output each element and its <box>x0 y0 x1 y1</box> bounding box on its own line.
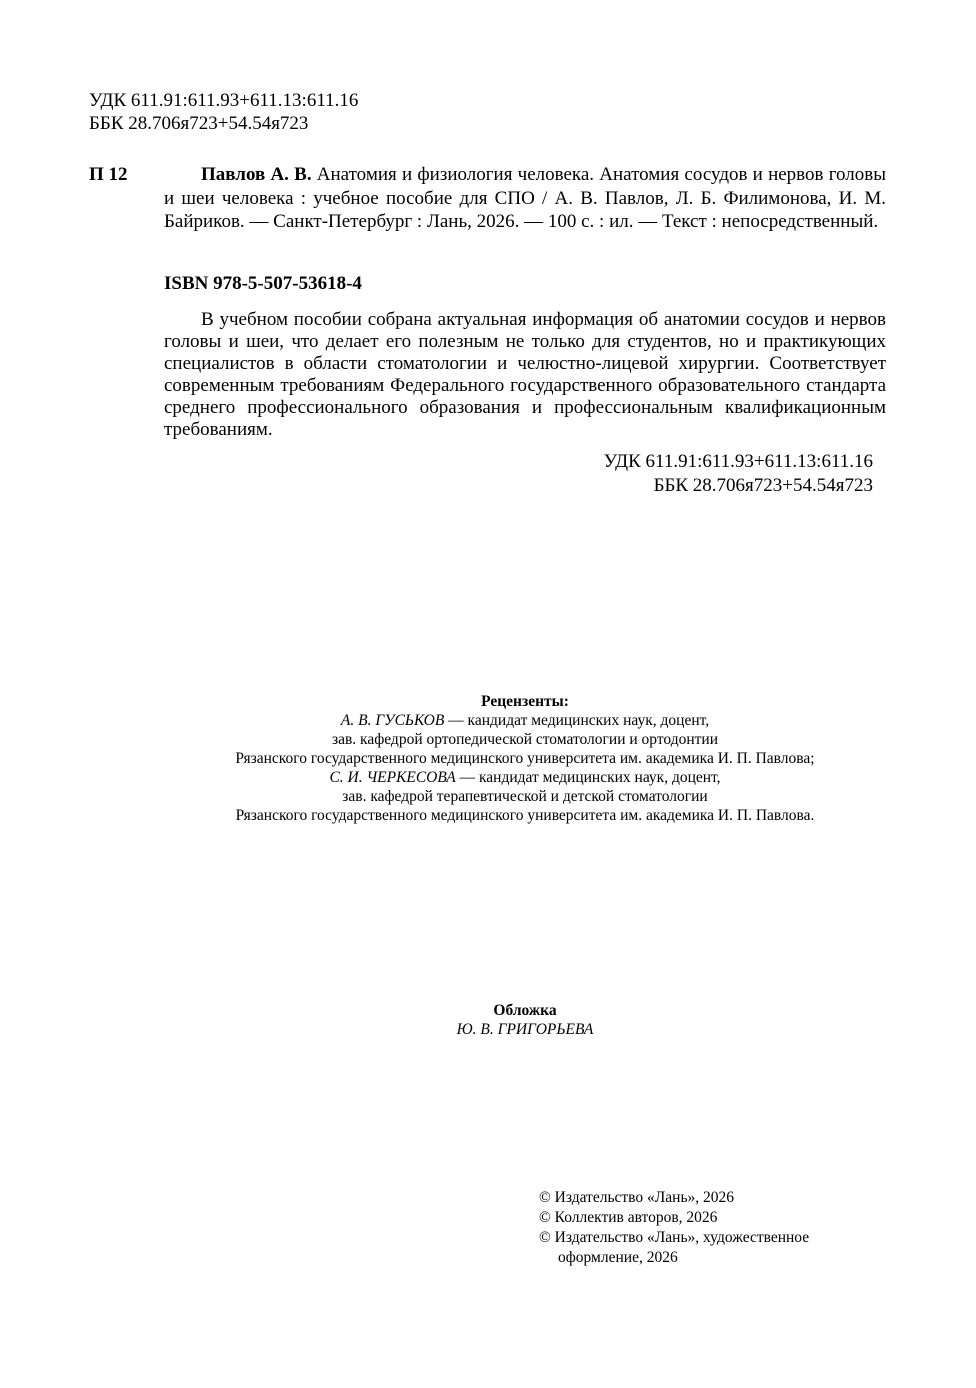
reviewer-affiliation: Рязанского государственного медицинского университета им. академика И. П. Павлова. <box>235 807 815 824</box>
bbk-code-bottom: ББК 28.706я723+54.54я723 <box>653 475 873 496</box>
copyright-line: © Коллектив авторов, 2026 <box>539 1209 718 1226</box>
reviewers-heading: Рецензенты: <box>481 693 569 710</box>
udk-code-bottom: УДК 611.91:611.93+611.13:611.16 <box>603 451 873 472</box>
reviewer-title: — кандидат медицинских наук, доцент, <box>448 712 710 729</box>
bottom-classification-codes <box>604 450 873 498</box>
reviewer-position: зав. кафедрой терапевтической и детской стоматологии <box>342 788 708 805</box>
cover-heading: Обложка <box>493 1002 557 1019</box>
top-classification-codes <box>89 89 358 135</box>
bibliographic-record <box>164 163 886 234</box>
copyright-line: оформление, 2026 <box>558 1249 678 1266</box>
reviewer-affiliation: Рязанского государственного медицинского университета им. академика И. П. Павлова; <box>235 750 815 767</box>
reviewer-name: С. И. ЧЕРКЕСОВА <box>329 769 456 786</box>
reviewer-line <box>140 768 910 787</box>
reviewer-name: А. В. ГУСЬКОВ <box>340 712 445 729</box>
reviewer-position: зав. кафедрой ортопедической стоматологии и ортодонтии <box>331 731 719 748</box>
reviewers-block <box>140 692 910 825</box>
call-number: П 12 <box>89 164 128 185</box>
bbk-code: ББК 28.706я723+54.54я723 <box>89 113 309 134</box>
cover-designer: Ю. В. ГРИГОРЬЕВА <box>456 1021 594 1038</box>
isbn: ISBN 978-5-507-53618-4 <box>164 273 362 294</box>
reviewer-line <box>140 711 910 730</box>
copyright-line: © Издательство «Лань», 2026 <box>539 1189 735 1206</box>
bibliographic-description: Анатомия и физиология человека. Анатомия сосудов и нервов головы и шеи человека : учебное пособие для СПО / А. В. Павлов, Л. Б. Филимонова, И. М. Байриков. — Санкт-Петербург : Лань, 2026. — 100 с. : ил. — Текст : непосредственный. <box>164 164 886 232</box>
author-name: Павлов А. В. <box>201 164 312 185</box>
copyright-block <box>539 1188 809 1268</box>
reviewer-title: — кандидат медицинских наук, доцент, <box>459 769 721 786</box>
copyright-line: © Издательство «Лань», художественное <box>539 1229 810 1246</box>
cover-credit <box>140 1001 910 1039</box>
abstract: В учебном пособии собрана актуальная информация об анатомии сосудов и нервов головы и шеи, что делает его полезным не только для студентов, но и практикующих специалистов в области стоматологии и челюстно-лицевой хирургии. Соответствует современным требованиям Федерального государственного образовательного стандарта среднего профессионального образования и профессиональным квалификационным требованиям. <box>164 309 886 440</box>
udk-code: УДК 611.91:611.93+611.13:611.16 <box>89 90 359 111</box>
